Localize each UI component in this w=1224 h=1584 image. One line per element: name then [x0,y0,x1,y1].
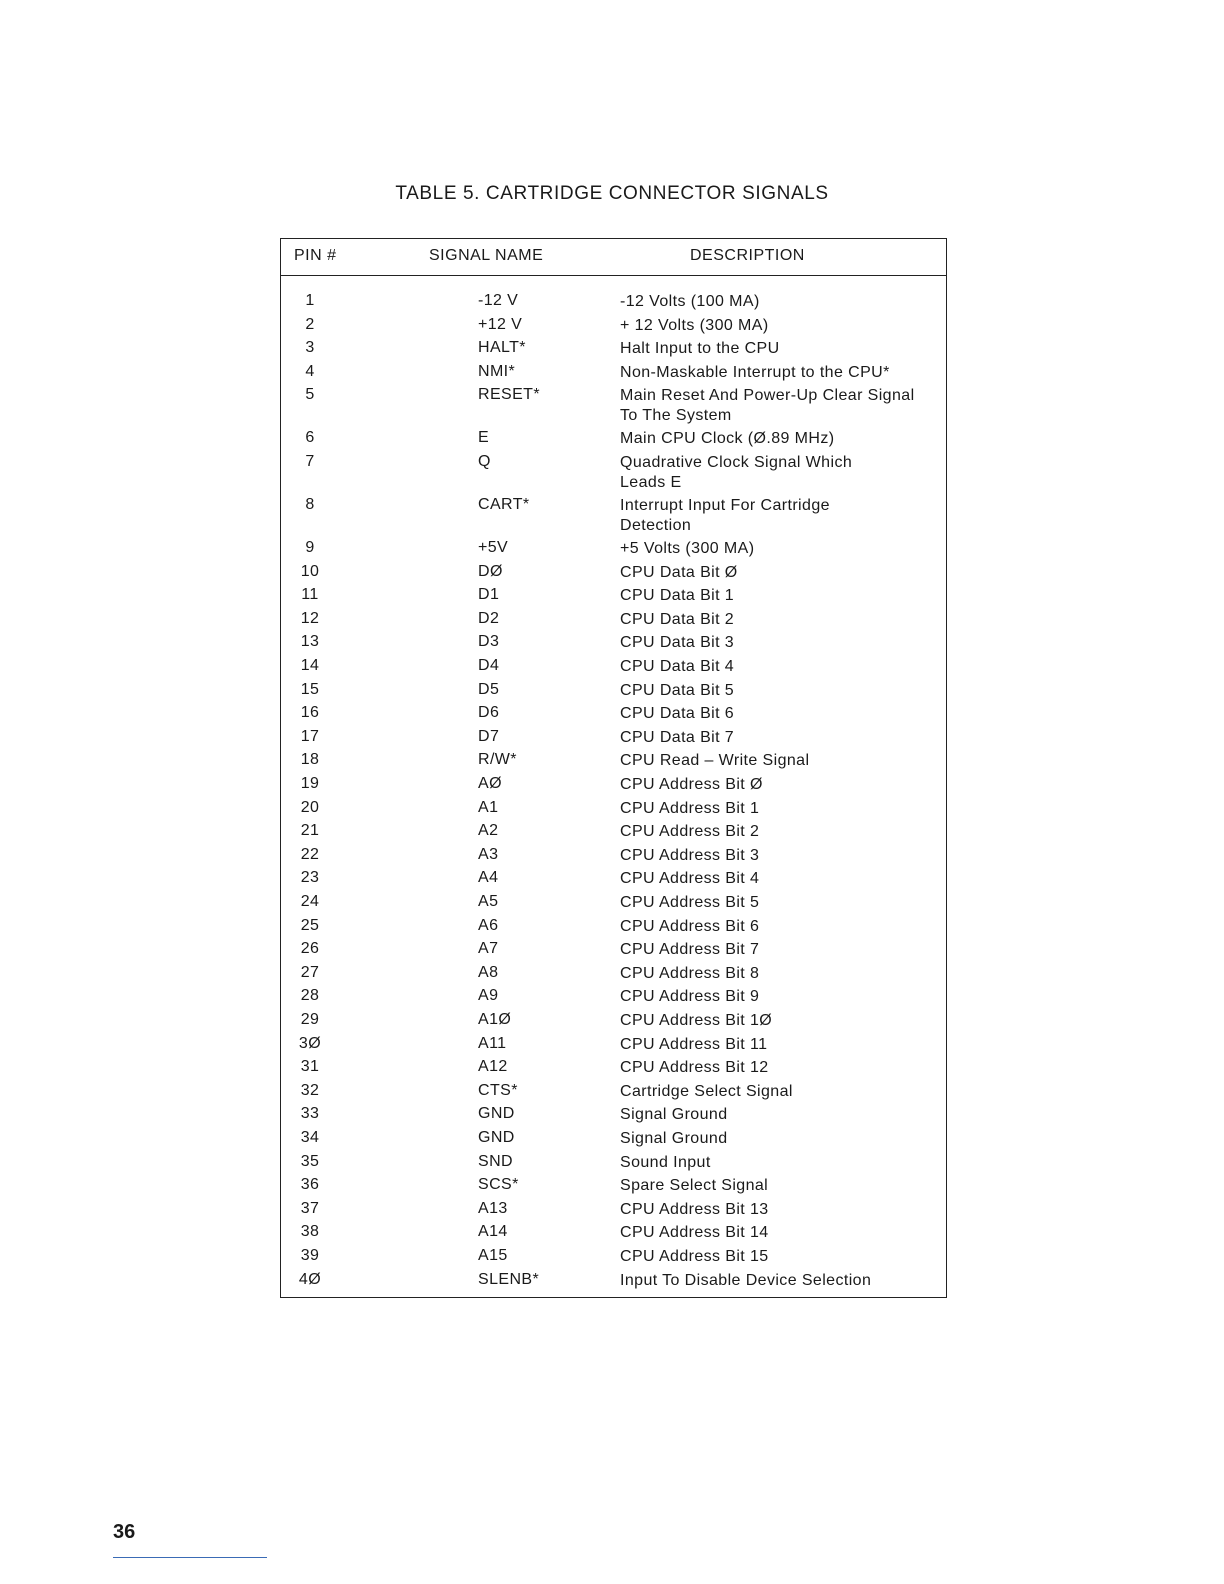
signal-name: NMI* [478,362,516,380]
signal-name: A8 [478,963,499,981]
header-pin: PIN # [294,247,337,264]
signal-description: CPU Address Bit 11 [620,1035,768,1053]
signal-description: CPU Address Bit 4 [620,870,760,888]
signal-name: +12 V [478,315,523,333]
signal-description: Main CPU Clock (Ø.89 MHz) [620,430,835,448]
pin-number: 3 [305,339,315,357]
pin-number: 22 [300,845,320,863]
signal-description: +5 Volts (300 MA) [620,540,755,557]
signal-description: CPU Data Bit 2 [620,610,735,628]
pin-number: 18 [300,751,320,769]
signal-name: AØ [478,775,502,792]
signal-description: CPU Data Bit 7 [620,728,735,746]
signal-description: CPU Data Bit 3 [620,634,735,652]
signal-name: A5 [478,893,499,910]
pin-number: 27 [300,963,320,981]
footer-rule [113,1557,267,1558]
signal-description: CPU Address Bit 8 [620,964,760,982]
signal-description: Non-Maskable Interrupt to the CPU* [620,363,890,381]
pin-number: 13 [300,633,320,651]
pin-number: 38 [300,1223,320,1241]
signal-name: +5V [478,539,509,556]
signal-name: A9 [478,987,499,1005]
signal-description: Signal Ground [620,1106,728,1124]
pin-number: 20 [300,798,320,816]
signal-name: A7 [478,940,499,958]
signal-name: D1 [478,586,500,604]
signal-name: DØ [478,562,503,580]
signal-name: CART* [478,496,530,513]
signal-name: D3 [478,633,500,651]
signal-name: A14 [478,1223,508,1241]
signal-name: HALT* [478,339,526,357]
signal-description: Signal Ground [620,1130,728,1147]
signal-name: A12 [478,1058,508,1076]
signal-name: A1 [478,798,499,816]
pin-number: 7 [305,453,315,470]
signal-description: CPU Address Bit 7 [620,941,760,959]
signal-description: + 12 Volts (300 MA) [620,316,769,334]
header-description: DESCRIPTION [690,247,805,264]
signal-description: CPU Address Bit 9 [620,988,760,1006]
signal-description: Interrupt Input For Cartridge Detection [620,497,830,534]
signal-description: CPU Address Bit 3 [620,846,760,864]
signal-name: A3 [478,845,499,863]
pin-number: 24 [300,893,320,910]
pin-number: 4Ø [298,1270,322,1288]
pin-number: 32 [300,1081,320,1099]
signal-name: Q [478,453,491,470]
pin-number: 3Ø [298,1034,322,1052]
signal-description: CPU Data Bit 1 [620,587,735,605]
pin-number: 5 [305,386,315,404]
pin-number: 33 [300,1105,320,1123]
pin-number: 35 [300,1152,320,1170]
pin-number: 23 [300,869,320,887]
signal-description: CPU Address Bit Ø [620,776,763,793]
signal-name: SCS* [478,1176,519,1194]
pin-number: 16 [300,704,320,722]
signal-name: A15 [478,1247,508,1264]
pin-number: 25 [300,916,320,934]
pin-number: 28 [300,987,320,1005]
header-signal-name: SIGNAL NAME [429,247,544,264]
signal-description: CPU Data Bit Ø [620,563,738,581]
signal-name: GND [478,1129,515,1146]
table-header [281,239,946,276]
pin-number: 8 [305,496,315,513]
pin-number: 26 [300,940,320,958]
pin-number: 10 [300,562,320,580]
signal-name: R/W* [478,751,517,769]
pin-number: 17 [300,727,320,745]
signal-description: CPU Address Bit 6 [620,917,760,935]
pin-number: 36 [300,1176,320,1194]
signal-name: A13 [478,1199,508,1217]
signal-description: CPU Data Bit 4 [620,658,735,675]
signal-description: CPU Address Bit 12 [620,1059,769,1077]
signal-name: D2 [478,609,500,627]
pin-number: 14 [300,657,320,674]
signal-name: D6 [478,704,500,722]
pin-number: 15 [300,680,320,698]
signal-description: Sound Input [620,1153,711,1171]
signal-name: D7 [478,727,500,745]
signal-name: A4 [478,869,499,887]
signal-description: CPU Address Bit 1 [620,799,760,817]
signal-name: A6 [478,916,499,934]
signal-name: SLENB* [478,1270,540,1288]
pin-number: 12 [300,609,320,627]
signal-name: E [478,429,490,447]
signal-description: CPU Address Bit 1Ø [620,1012,773,1029]
pin-number: 4 [305,362,315,380]
pin-number: 29 [300,1011,320,1028]
signal-description: -12 Volts (100 MA) [620,293,760,310]
signal-description: Main Reset And Power-Up Clear Signal To The System [620,387,915,425]
signal-description: Cartridge Select Signal [620,1082,793,1100]
pin-number: 6 [305,429,315,447]
signal-description: CPU Address Bit 15 [620,1248,769,1265]
signal-description: CPU Data Bit 5 [620,681,735,699]
signal-name: GND [478,1105,515,1123]
signal-description: CPU Data Bit 6 [620,705,735,723]
page-number: 36 [113,1521,136,1543]
signal-name: A1Ø [478,1011,512,1028]
signal-name: A11 [478,1034,507,1052]
signal-description: Quadrative Clock Signal Which Leads E [620,454,853,491]
signal-description: CPU Address Bit 5 [620,894,760,911]
page-title: TABLE 5. CARTRIDGE CONNECTOR SIGNALS [395,183,829,204]
pin-number: 39 [300,1247,320,1264]
pin-number: 9 [305,539,315,556]
signal-name: SND [478,1152,513,1170]
signal-name: D4 [478,657,500,674]
signal-description: CPU Address Bit 14 [620,1224,769,1242]
signal-name: RESET* [478,386,540,404]
signal-name: -12 V [478,292,519,309]
pin-number: 2 [305,315,315,333]
pin-number: 1 [305,292,315,309]
connector-signals-table [280,238,947,1298]
pin-number: 34 [300,1129,320,1146]
signal-name: A2 [478,822,499,840]
signal-name: D5 [478,680,500,698]
signal-name: CTS* [478,1081,518,1099]
pin-number: 37 [300,1199,320,1217]
signal-description: CPU Address Bit 13 [620,1200,769,1218]
signal-description: CPU Address Bit 2 [620,823,760,841]
signal-description: CPU Read – Write Signal [620,752,810,770]
signal-description: Input To Disable Device Selection [620,1271,872,1289]
pin-number: 21 [300,822,320,840]
signal-description: Halt Input to the CPU [620,340,780,358]
signal-description: Spare Select Signal [620,1177,769,1195]
pin-number: 11 [301,586,319,604]
pin-number: 31 [300,1058,320,1076]
pin-number: 19 [300,775,320,792]
